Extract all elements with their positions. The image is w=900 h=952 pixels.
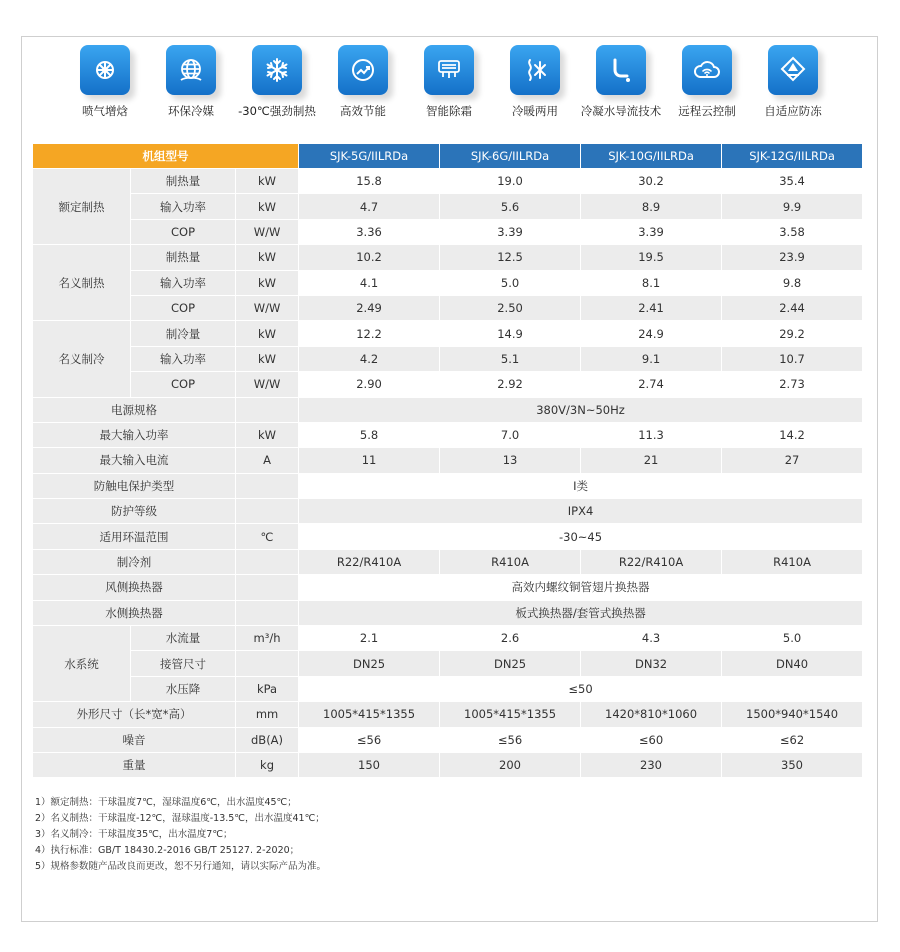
cell: 35.4 <box>722 169 863 194</box>
row-label: 最大输入电流 <box>33 448 236 473</box>
cell: 4.2 <box>299 346 440 371</box>
cell: 9.1 <box>581 346 722 371</box>
cell: 7.0 <box>440 422 581 447</box>
row-label: 制热量 <box>131 245 236 270</box>
table-row <box>33 219 863 244</box>
row-label: 噪音 <box>33 727 236 752</box>
footnote: 5）规格参数随产品改良而更改，恕不另行通知，请以实际产品为准。 <box>35 861 327 872</box>
footnotes <box>35 795 326 875</box>
row-label: 制热量 <box>131 169 236 194</box>
row-label: 水流量 <box>131 626 236 651</box>
cell: 2.90 <box>299 372 440 397</box>
row-unit: kW <box>236 169 299 194</box>
group-label: 名义制冷 <box>33 321 131 397</box>
table-row <box>33 549 863 574</box>
row-unit: mm <box>236 702 299 727</box>
cell: 3.39 <box>440 219 581 244</box>
footnote: 4）执行标准：GB/T 18430.2-2016 GB/T 25127. 2-2020； <box>35 845 300 856</box>
table-row <box>33 321 863 346</box>
row-unit: m³/h <box>236 626 299 651</box>
cell: 3.58 <box>722 219 863 244</box>
compressor-icon <box>80 45 130 95</box>
row-unit: kPa <box>236 676 299 701</box>
cell: 12.2 <box>299 321 440 346</box>
model-header: 机组型号 <box>33 144 299 169</box>
feature-label: 智能除霜 <box>426 104 472 118</box>
energy-chart-icon <box>338 45 388 95</box>
row-unit <box>236 549 299 574</box>
cell: ≤62 <box>722 727 863 752</box>
feature-label: 冷暖两用 <box>512 104 558 118</box>
cell: 10.2 <box>299 245 440 270</box>
feature-label: 自适应防冻 <box>764 104 822 118</box>
cell: 3.39 <box>581 219 722 244</box>
row-unit: W/W <box>236 219 299 244</box>
cell: 1005*415*1355 <box>440 702 581 727</box>
table-row <box>33 245 863 270</box>
cell: 2.73 <box>722 372 863 397</box>
cell: 200 <box>440 752 581 777</box>
cell: R22/R410A <box>581 549 722 574</box>
feature-smart-defrost <box>404 45 494 119</box>
cell: 14.9 <box>440 321 581 346</box>
cell: 2.44 <box>722 295 863 320</box>
cell: DN40 <box>722 651 863 676</box>
group-label: 名义制热 <box>33 245 131 321</box>
table-row <box>33 651 863 676</box>
cell: 2.41 <box>581 295 722 320</box>
snowflake-icon <box>252 45 302 95</box>
model-name: SJK-5G/IILRDa <box>299 144 440 169</box>
table-row <box>33 397 863 422</box>
row-unit: W/W <box>236 372 299 397</box>
table-row <box>33 270 863 295</box>
cell: 5.8 <box>299 422 440 447</box>
row-label: 水侧换热器 <box>33 600 236 625</box>
cell: 19.0 <box>440 169 581 194</box>
cell: 9.8 <box>722 270 863 295</box>
table-row <box>33 752 863 777</box>
cell: 30.2 <box>581 169 722 194</box>
cell: 150 <box>299 752 440 777</box>
cell: 14.2 <box>722 422 863 447</box>
row-unit: kW <box>236 270 299 295</box>
row-label: 制冷剂 <box>33 549 236 574</box>
row-label: 适用环温范围 <box>33 524 236 549</box>
table-row <box>33 346 863 371</box>
feature-label: 高效节能 <box>340 104 386 118</box>
cell: DN25 <box>299 651 440 676</box>
feature-label: 环保冷媒 <box>168 104 214 118</box>
row-unit: kW <box>236 321 299 346</box>
row-label: 接管尺寸 <box>131 651 236 676</box>
row-unit: dB(A) <box>236 727 299 752</box>
feature-heat-cool <box>490 45 580 119</box>
row-unit <box>236 600 299 625</box>
cell: I类 <box>299 473 863 498</box>
cell: ≤56 <box>440 727 581 752</box>
cell: 12.5 <box>440 245 581 270</box>
cell: ≤60 <box>581 727 722 752</box>
model-name: SJK-12G/IILRDa <box>722 144 863 169</box>
cell: 5.6 <box>440 194 581 219</box>
row-label: 外形尺寸（长*宽*高） <box>33 702 236 727</box>
row-unit <box>236 499 299 524</box>
row-label: 最大输入功率 <box>33 422 236 447</box>
row-label: 风侧换热器 <box>33 575 236 600</box>
cloud-wifi-icon <box>682 45 732 95</box>
row-label: COP <box>131 219 236 244</box>
row-label: 输入功率 <box>131 346 236 371</box>
cell: R410A <box>722 549 863 574</box>
feature-condensate-drain <box>576 45 666 119</box>
row-label: 防护等级 <box>33 499 236 524</box>
cell: R22/R410A <box>299 549 440 574</box>
table-row <box>33 499 863 524</box>
spec-table <box>32 143 863 778</box>
feature-energy-efficient <box>318 45 408 119</box>
cell: 380V/3N~50Hz <box>299 397 863 422</box>
cell: 9.9 <box>722 194 863 219</box>
cell: 350 <box>722 752 863 777</box>
table-row <box>33 676 863 701</box>
row-unit <box>236 575 299 600</box>
cell: 5.1 <box>440 346 581 371</box>
row-label: 制冷量 <box>131 321 236 346</box>
table-row <box>33 626 863 651</box>
model-name: SJK-10G/IILRDa <box>581 144 722 169</box>
row-label: COP <box>131 295 236 320</box>
row-unit <box>236 473 299 498</box>
row-label: 电源规格 <box>33 397 236 422</box>
cell: 8.1 <box>581 270 722 295</box>
row-unit: A <box>236 448 299 473</box>
cell: 4.7 <box>299 194 440 219</box>
feature-label: -30℃强劲制热 <box>238 104 316 118</box>
row-unit: W/W <box>236 295 299 320</box>
cell: DN32 <box>581 651 722 676</box>
hot-cold-icon <box>510 45 560 95</box>
cell: 230 <box>581 752 722 777</box>
row-unit: kW <box>236 194 299 219</box>
row-label: 输入功率 <box>131 194 236 219</box>
row-label: 防触电保护类型 <box>33 473 236 498</box>
cell: 27 <box>722 448 863 473</box>
cell: 23.9 <box>722 245 863 270</box>
row-unit <box>236 397 299 422</box>
cell: 10.7 <box>722 346 863 371</box>
cell: 2.74 <box>581 372 722 397</box>
row-unit: kW <box>236 245 299 270</box>
footnote: 2）名义制热：干球温度-12℃，湿球温度-13.5℃，出水温度41℃； <box>35 813 325 824</box>
table-row <box>33 702 863 727</box>
group-label: 额定制热 <box>33 169 131 245</box>
cell: 11 <box>299 448 440 473</box>
table-row <box>33 524 863 549</box>
cell: 29.2 <box>722 321 863 346</box>
cell: 1420*810*1060 <box>581 702 722 727</box>
cell: 8.9 <box>581 194 722 219</box>
cell: 4.1 <box>299 270 440 295</box>
cell: ≤50 <box>299 676 863 701</box>
cell: 19.5 <box>581 245 722 270</box>
table-header-row <box>33 144 863 169</box>
row-unit: kW <box>236 346 299 371</box>
table-row <box>33 194 863 219</box>
cell: 2.49 <box>299 295 440 320</box>
table-row <box>33 422 863 447</box>
cell: 1005*415*1355 <box>299 702 440 727</box>
cell: 13 <box>440 448 581 473</box>
row-unit: kg <box>236 752 299 777</box>
group-label: 水系统 <box>33 626 131 702</box>
cell: 5.0 <box>440 270 581 295</box>
feature-jet-enthalpy <box>60 45 150 119</box>
row-label: COP <box>131 372 236 397</box>
feature-eco-refrigerant <box>146 45 236 119</box>
table-row <box>33 727 863 752</box>
feature-icon-row <box>60 45 840 120</box>
table-row <box>33 295 863 320</box>
cell: 2.6 <box>440 626 581 651</box>
feature-adaptive-antifreeze <box>748 45 838 119</box>
cell: 2.50 <box>440 295 581 320</box>
row-label: 输入功率 <box>131 270 236 295</box>
row-label: 重量 <box>33 752 236 777</box>
footnote: 3）名义制冷：干球温度35℃，出水温度7℃； <box>35 829 233 840</box>
table-row <box>33 575 863 600</box>
table-row <box>33 600 863 625</box>
cell: 2.92 <box>440 372 581 397</box>
drain-pipe-icon <box>596 45 646 95</box>
cell: 1500*940*1540 <box>722 702 863 727</box>
cell: 15.8 <box>299 169 440 194</box>
cell: R410A <box>440 549 581 574</box>
feature-low-temp-heating <box>232 45 322 119</box>
cell: IPX4 <box>299 499 863 524</box>
feature-label: 冷凝水导流技术 <box>580 104 662 118</box>
table-row <box>33 169 863 194</box>
feature-label: 喷气增焓 <box>82 104 128 118</box>
cell: ≤56 <box>299 727 440 752</box>
cell: 4.3 <box>581 626 722 651</box>
cell: 2.1 <box>299 626 440 651</box>
row-unit: kW <box>236 422 299 447</box>
cell: 板式换热器/套管式换热器 <box>299 600 863 625</box>
defrost-icon <box>424 45 474 95</box>
cell: 21 <box>581 448 722 473</box>
model-name: SJK-6G/IILRDa <box>440 144 581 169</box>
cell: 3.36 <box>299 219 440 244</box>
footnote: 1）额定制热：干球温度7℃，湿球温度6℃，出水温度45℃； <box>35 797 297 808</box>
cell: 高效内螺纹铜管翅片换热器 <box>299 575 863 600</box>
cell: 11.3 <box>581 422 722 447</box>
cell: 5.0 <box>722 626 863 651</box>
cell: -30~45 <box>299 524 863 549</box>
row-label: 水压降 <box>131 676 236 701</box>
feature-label: 远程云控制 <box>678 104 736 118</box>
shield-snowflake-icon <box>768 45 818 95</box>
feature-cloud-control <box>662 45 752 119</box>
cell: DN25 <box>440 651 581 676</box>
table-row <box>33 448 863 473</box>
cell: 24.9 <box>581 321 722 346</box>
globe-leaf-icon <box>166 45 216 95</box>
table-row <box>33 372 863 397</box>
table-row <box>33 473 863 498</box>
row-unit <box>236 651 299 676</box>
row-unit: ℃ <box>236 524 299 549</box>
